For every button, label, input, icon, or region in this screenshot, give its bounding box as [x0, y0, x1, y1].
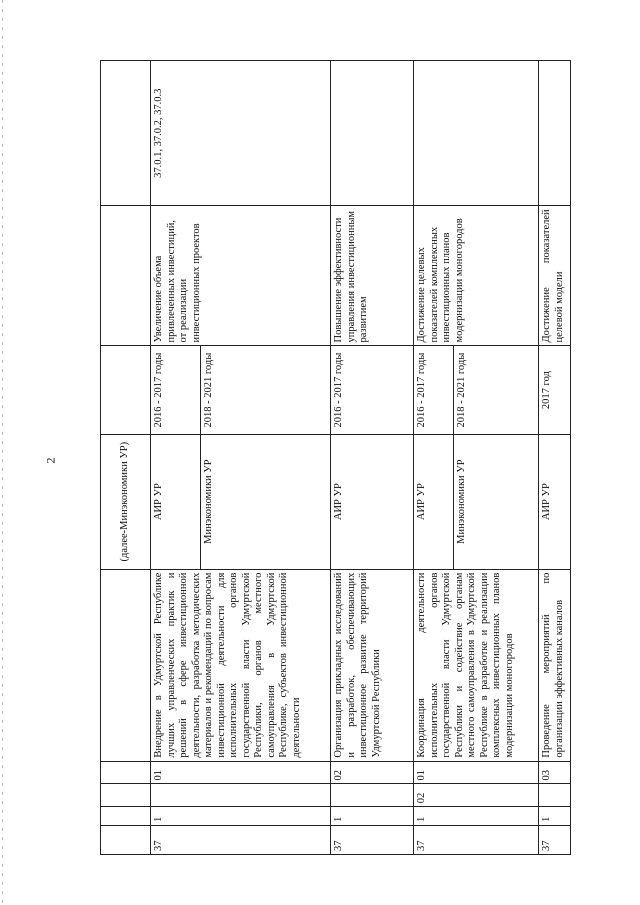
- code-cell: 02: [414, 784, 539, 807]
- activity-cell: Внедрение в Удмуртской Республике лучших управленческих практик и решений в сфере инвестиционной деятельности, разработка методических материалов и рекомендаций по вопросам инвестиционной деятельности для исполнительных органов государственной власти Удмуртской Республики, органов местного самоуправления в Удмуртской Республике, субъектов инвестиционной деятельности: [151, 569, 331, 761]
- code-cell: [331, 784, 414, 807]
- page-number: 2: [43, 457, 58, 464]
- executor-cell: АИР УР: [414, 434, 454, 569]
- table-row: [539, 61, 571, 855]
- table-row: [151, 61, 201, 855]
- activity-cell: Координация деятельности исполнительных органов государственной власти Удмуртской Республики и содействие органам местного самоуправления в Удмуртской Республике в разработке и реализации комплексных инвестиционных планов модернизации моногородов: [414, 569, 539, 761]
- scan-edge-artifact: [2, 0, 3, 905]
- activity-cell: Проведение мероприятий по организации эффективных каналов: [539, 569, 571, 761]
- code-cell: 01: [151, 761, 331, 784]
- table-row: [414, 61, 454, 855]
- code-cell: [151, 784, 331, 807]
- indicator-cell: [539, 61, 571, 206]
- document-sheet: [100, 60, 570, 855]
- period-cell: 2016 - 2017 годы: [414, 346, 454, 434]
- code-cell: 1: [414, 807, 539, 826]
- indicator-cell: [331, 61, 414, 206]
- period-cell: 2017 год: [539, 346, 571, 434]
- rotated-table-wrapper: [100, 60, 570, 855]
- executor-cell: Минэкономики УР: [454, 434, 539, 569]
- executor-cell: Минэкономики УР: [201, 434, 331, 569]
- code-cell: 1: [539, 807, 571, 826]
- period-cell: 2016 - 2017 годы: [151, 346, 201, 434]
- indicator-cell: 37.0.1, 37.0.2, 37.0.3: [151, 61, 331, 206]
- period-cell: 2018 - 2021 годы: [454, 346, 539, 434]
- header-executor-note: (далее-Минэкономики УР): [101, 434, 151, 569]
- result-cell: Повышение эффективности управления инвестиционным развитием: [331, 206, 414, 346]
- executor-cell: АИР УР: [331, 434, 414, 569]
- code-cell: 37: [331, 825, 414, 854]
- result-cell: Достижение показателей целевой модели: [539, 206, 571, 346]
- indicator-cell: [414, 61, 539, 206]
- header-continuation-row: [101, 61, 151, 855]
- code-cell: 37: [539, 825, 571, 854]
- period-cell: 2018 - 2021 годы: [201, 346, 331, 434]
- program-activities-table: [100, 60, 571, 855]
- code-cell: 02: [331, 761, 414, 784]
- result-cell: Увеличение объема привлеченных инвестиций, от реализации инвестиционных проектов: [151, 206, 331, 346]
- code-cell: 1: [151, 807, 331, 826]
- activity-cell: Организация прикладных исследований и разработок, обеспечивающих инвестиционное развитие территорий Удмуртской Республики: [331, 569, 414, 761]
- period-cell: 2016 - 2017 годы: [331, 346, 414, 434]
- code-cell: 01: [414, 761, 539, 784]
- code-cell: [539, 784, 571, 807]
- result-cell: Достижение целевых показателей комплексных инвестиционных планов модернизации моногородов: [414, 206, 539, 346]
- executor-cell: АИР УР: [539, 434, 571, 569]
- table-row: [331, 61, 414, 855]
- executor-cell: АИР УР: [151, 434, 201, 569]
- code-cell: 1: [331, 807, 414, 826]
- code-cell: 37: [151, 825, 331, 854]
- code-cell: 03: [539, 761, 571, 784]
- code-cell: 37: [414, 825, 539, 854]
- header-indicator-cell: [101, 61, 151, 206]
